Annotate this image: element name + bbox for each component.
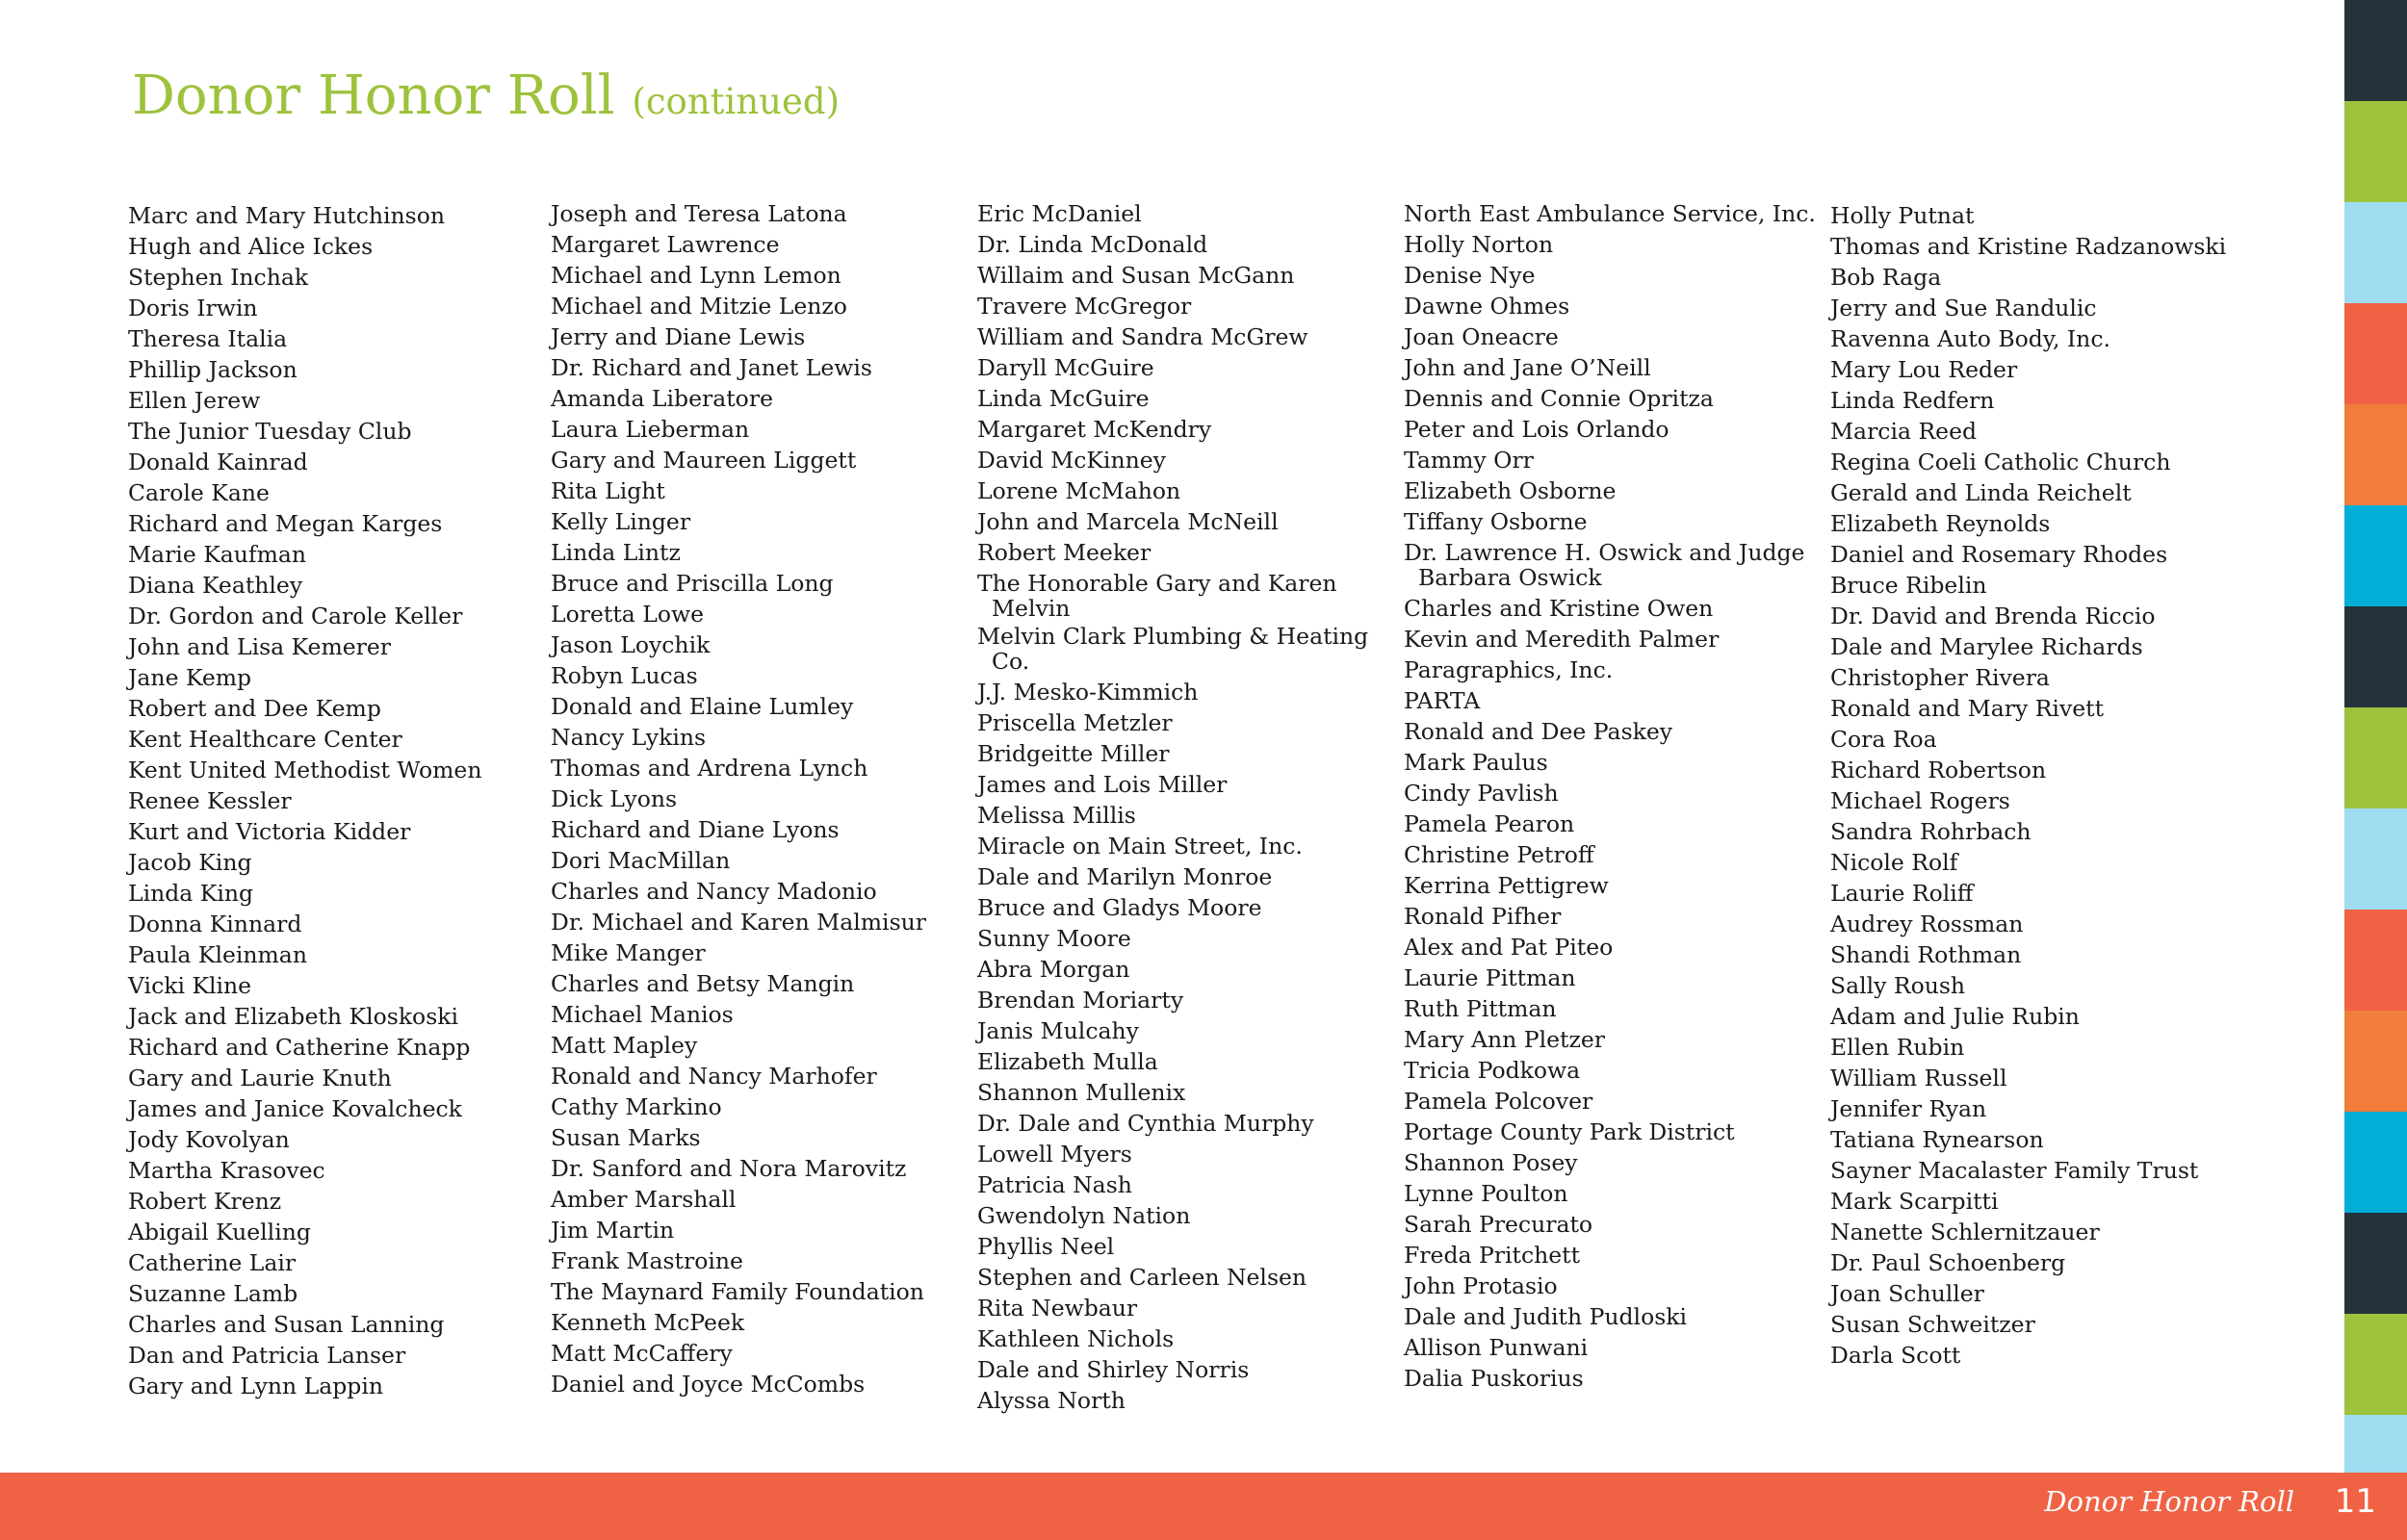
donor-name: Priscella Metzler	[977, 709, 1173, 736]
donor-name: Daniel and Rosemary Rhodes	[1830, 541, 2168, 568]
donor-name: Jane Kemp	[128, 664, 252, 691]
donor-name: Jason Loychik	[551, 631, 711, 658]
donor-name: Dale and Judith Pudloski	[1404, 1303, 1688, 1330]
donor-name: Robyn Lucas	[551, 662, 698, 689]
color-stripe	[2344, 0, 2407, 101]
donor-name: Renee Kessler	[128, 787, 292, 814]
color-stripe	[2344, 505, 2407, 606]
donor-name: Dick Lyons	[551, 785, 678, 812]
donor-name: The Maynard Family Foundation	[551, 1278, 924, 1305]
donor-name: Thomas and Kristine Radzanowski	[1830, 233, 2227, 260]
donor-name: Marcia Reed	[1830, 418, 1978, 445]
donor-name: Bob Raga	[1830, 264, 1942, 291]
donor-name: Peter and Lois Orlando	[1404, 416, 1669, 443]
donor-name: Kenneth McPeek	[551, 1309, 745, 1336]
donor-name: Sunny Moore	[977, 925, 1131, 952]
donor-name: James and Janice Kovalcheck	[128, 1095, 462, 1122]
donor-name: Freda Pritchett	[1404, 1242, 1581, 1269]
donor-name: Elizabeth Reynolds	[1830, 510, 2051, 537]
donor-name: Jennifer Ryan	[1830, 1095, 1987, 1122]
donor-column-4	[1404, 198, 1818, 1394]
donor-name: Ronald and Dee Paskey	[1404, 718, 1673, 745]
color-stripe	[2344, 1011, 2407, 1112]
donor-name: Ronald and Mary Rivett	[1830, 695, 2105, 722]
donor-name: Ronald and Nancy Marhofer	[551, 1063, 877, 1090]
color-stripe	[2344, 101, 2407, 202]
donor-name: Ruth Pittman	[1404, 995, 1557, 1022]
donor-name: Gerald and Linda Reichelt	[1830, 479, 2132, 506]
donor-name: Jody Kovolyan	[128, 1126, 290, 1153]
donor-column-1	[128, 200, 542, 1401]
donor-name: Laura Lieberman	[551, 416, 750, 443]
donor-name: Mary Ann Pletzer	[1404, 1026, 1605, 1053]
donor-name: Jerry and Sue Randulic	[1830, 295, 2097, 321]
donor-name: Sandra Rohrbach	[1830, 818, 2032, 845]
donor-name: Mark Paulus	[1404, 749, 1548, 776]
donor-name: Gary and Maureen Liggett	[551, 447, 857, 474]
donor-name: James and Lois Miller	[977, 771, 1228, 798]
donor-name: Ronald Pifher	[1404, 903, 1562, 930]
donor-name: Charles and Nancy Madonio	[551, 878, 877, 905]
title-main: Donor Honor Roll	[132, 64, 615, 127]
donor-name: Theresa Italia	[128, 325, 288, 352]
donor-name: Dr. Lawrence H. Oswick and Judge Barbara Oswick	[1404, 539, 1805, 591]
donor-name: Shannon Mullenix	[977, 1079, 1186, 1106]
donor-name: Dori MacMillan	[551, 847, 731, 874]
donor-name: Patricia Nash	[977, 1171, 1132, 1198]
donor-name: Marie Kaufman	[128, 541, 307, 568]
donor-name: Linda Redfern	[1830, 387, 1995, 414]
donor-name: Christopher Rivera	[1830, 664, 2050, 691]
donor-name: Pamela Pearon	[1404, 810, 1575, 837]
donor-name: Stephen Inchak	[128, 264, 309, 291]
donor-name: John and Lisa Kemerer	[128, 633, 392, 660]
donor-name: Robert and Dee Kemp	[128, 695, 381, 722]
donor-name: Sayner Macalaster Family Trust	[1830, 1157, 2199, 1184]
donor-name: Kurt and Victoria Kidder	[128, 818, 411, 845]
donor-name: Audrey Rossman	[1830, 911, 2024, 937]
donor-name: Hugh and Alice Ickes	[128, 233, 374, 260]
donor-name: Jim Martin	[551, 1217, 675, 1244]
donor-name: Tricia Podkowa	[1404, 1057, 1581, 1084]
donor-name: Michael and Lynn Lemon	[551, 262, 841, 289]
donor-name: Mary Lou Reder	[1830, 356, 2018, 383]
donor-name: Joan Oneacre	[1404, 323, 1559, 350]
donor-name: Tiffany Osborne	[1404, 508, 1588, 535]
donor-name: Michael Manios	[551, 1001, 734, 1028]
donor-name: Gwendolyn Nation	[977, 1202, 1191, 1229]
donor-name: Bruce and Gladys Moore	[977, 894, 1262, 921]
footer-label: Donor Honor Roll	[2044, 1485, 2294, 1518]
donor-name: Eric McDaniel	[977, 200, 1142, 227]
donor-name: Daryll McGuire	[977, 354, 1154, 381]
donor-name: Denise Nye	[1404, 262, 1536, 289]
donor-name: Dale and Marilyn Monroe	[977, 863, 1273, 890]
donor-name: Melissa Millis	[977, 802, 1136, 829]
donor-name: Kent Healthcare Center	[128, 726, 402, 753]
donor-name: Dr. Paul Schoenberg	[1830, 1249, 2066, 1276]
donor-name: Shannon Posey	[1404, 1149, 1578, 1176]
color-stripe	[2344, 404, 2407, 505]
donor-name: Dr. Linda McDonald	[977, 231, 1208, 258]
donor-name: Paula Kleinman	[128, 941, 307, 968]
donor-name: Pamela Polcover	[1404, 1088, 1593, 1115]
donor-name: Carole Kane	[128, 479, 270, 506]
donor-name: Sally Roush	[1830, 972, 1966, 999]
donor-name: William Russell	[1830, 1065, 2007, 1091]
donor-name: Kevin and Meredith Palmer	[1404, 626, 1720, 653]
donor-name: Marc and Mary Hutchinson	[128, 202, 446, 229]
donor-name: Dale and Shirley Norris	[977, 1356, 1250, 1383]
donor-name: Phillip Jackson	[128, 356, 298, 383]
donor-name: Dale and Marylee Richards	[1830, 633, 2143, 660]
donor-name: Michael and Mitzie Lenzo	[551, 293, 847, 320]
donor-name: Travere McGregor	[977, 293, 1192, 320]
donor-name: Bruce and Priscilla Long	[551, 570, 834, 597]
donor-name: Darla Scott	[1830, 1342, 1961, 1369]
donor-name: PARTA	[1404, 687, 1481, 714]
donor-name: Dr. Michael and Karen Malmisur	[551, 909, 926, 936]
donor-name: Kerrina Pettigrew	[1404, 872, 1609, 899]
donor-name: Dr. Sanford and Nora Marovitz	[551, 1155, 907, 1182]
donor-name: Joseph and Teresa Latona	[551, 200, 847, 227]
donor-name: Martha Krasovec	[128, 1157, 325, 1184]
donor-name: Rita Newbaur	[977, 1295, 1138, 1322]
donor-name: Tatiana Rynearson	[1830, 1126, 2044, 1153]
donor-name: Lowell Myers	[977, 1141, 1132, 1168]
donor-name: Susan Schweitzer	[1830, 1311, 2035, 1338]
donor-name: Charles and Kristine Owen	[1404, 595, 1714, 622]
donor-name: North East Ambulance Service, Inc.	[1404, 200, 1816, 227]
donor-name: Nanette Schlernitzauer	[1830, 1219, 2100, 1245]
donor-name: Donald and Elaine Lumley	[551, 693, 854, 720]
donor-name: Elizabeth Mulla	[977, 1048, 1158, 1075]
donor-name: Richard and Megan Karges	[128, 510, 443, 537]
donor-name: Vicki Kline	[128, 972, 252, 999]
page-title	[132, 64, 841, 127]
donor-name: Alex and Pat Piteo	[1404, 934, 1614, 961]
donor-name: Kathleen Nichols	[977, 1325, 1175, 1352]
donor-name: Willaim and Susan McGann	[977, 262, 1295, 289]
color-stripe	[2344, 202, 2407, 303]
donor-name: Suzanne Lamb	[128, 1280, 298, 1307]
donor-name: Joan Schuller	[1830, 1280, 1984, 1307]
donor-name: Laurie Pittman	[1404, 964, 1576, 991]
donor-name: Melvin Clark Plumbing & Heating Co.	[977, 623, 1369, 675]
donor-name: J.J. Mesko-Kimmich	[977, 679, 1199, 706]
donor-name: Regina Coeli Catholic Church	[1830, 449, 2171, 475]
color-stripe	[2344, 1213, 2407, 1314]
donor-name: Ellen Jerew	[128, 387, 261, 414]
donor-name: Amber Marshall	[551, 1186, 737, 1213]
donor-column-3	[977, 198, 1391, 1416]
donor-name: Ravenna Auto Body, Inc.	[1830, 325, 2110, 352]
donor-name: Paragraphics, Inc.	[1404, 656, 1614, 683]
color-stripe-sidebar	[2344, 0, 2407, 1473]
donor-name: Tammy Orr	[1404, 447, 1534, 474]
donor-name: Linda King	[128, 880, 254, 907]
donor-name: Rita Light	[551, 477, 665, 504]
donor-name: Abra Morgan	[977, 956, 1130, 983]
donor-name: Shandi Rothman	[1830, 941, 2022, 968]
donor-column-2	[551, 198, 965, 1399]
donor-name: Jerry and Diane Lewis	[551, 323, 806, 350]
donor-name: Richard and Diane Lyons	[551, 816, 840, 843]
donor-name: Gary and Laurie Knuth	[128, 1065, 392, 1091]
donor-name: Kelly Linger	[551, 508, 691, 535]
donor-name: Mark Scarpitti	[1830, 1188, 1999, 1215]
donor-name: Sarah Precurato	[1404, 1211, 1593, 1238]
donor-name: Ellen Rubin	[1830, 1034, 1965, 1061]
color-stripe	[2344, 606, 2407, 707]
donor-name: Doris Irwin	[128, 295, 258, 321]
donor-name: Dr. Richard and Janet Lewis	[551, 354, 872, 381]
donor-name: Portage County Park District	[1404, 1118, 1735, 1145]
donor-name: Holly Norton	[1404, 231, 1554, 258]
donor-name: John Protasio	[1404, 1272, 1558, 1299]
donor-name: David McKinney	[977, 447, 1166, 474]
donor-name: Margaret McKendry	[977, 416, 1212, 443]
donor-name: Matt Mapley	[551, 1032, 698, 1059]
donor-name: Lorene McMahon	[977, 477, 1181, 504]
donor-name: Margaret Lawrence	[551, 231, 780, 258]
donor-name: Allison Punwani	[1404, 1334, 1589, 1361]
donor-name: Janis Mulcahy	[977, 1017, 1139, 1044]
donor-name: Brendan Moriarty	[977, 987, 1184, 1014]
donor-name: Laurie Roliff	[1830, 880, 1974, 907]
donor-name: Kent United Methodist Women	[128, 757, 482, 783]
donor-name: Michael Rogers	[1830, 787, 2010, 814]
donor-name: Elizabeth Osborne	[1404, 477, 1617, 504]
donor-name: Amanda Liberatore	[551, 385, 773, 412]
donor-name: Bruce Ribelin	[1830, 572, 1987, 599]
color-stripe	[2344, 910, 2407, 1011]
donor-name: Mike Manger	[551, 939, 706, 966]
page-number: 11	[2334, 1482, 2376, 1521]
color-stripe	[2344, 707, 2407, 808]
color-stripe	[2344, 1314, 2407, 1415]
donor-name: Loretta Lowe	[551, 601, 705, 628]
donor-name: Dalia Puskorius	[1404, 1365, 1584, 1392]
donor-name: Frank Mastroine	[551, 1247, 743, 1274]
donor-name: John and Jane O’Neill	[1404, 354, 1651, 381]
donor-name: Dan and Patricia Lanser	[128, 1342, 406, 1369]
donor-name: Stephen and Carleen Nelsen	[977, 1264, 1307, 1291]
donor-name: John and Marcela McNeill	[977, 508, 1279, 535]
donor-name: Charles and Betsy Mangin	[551, 970, 855, 997]
donor-name: Charles and Susan Lanning	[128, 1311, 445, 1338]
donor-name: Robert Krenz	[128, 1188, 282, 1215]
donor-name: Dr. Dale and Cynthia Murphy	[977, 1110, 1314, 1137]
donor-name: William and Sandra McGrew	[977, 323, 1308, 350]
donor-name: The Junior Tuesday Club	[128, 418, 412, 445]
donor-name: Nicole Rolf	[1830, 849, 1958, 876]
donor-name: Susan Marks	[551, 1124, 701, 1151]
donor-name: Donna Kinnard	[128, 911, 302, 937]
donor-column-5	[1830, 200, 2244, 1371]
donor-name: Cathy Markino	[551, 1093, 722, 1120]
donor-name: Gary and Lynn Lappin	[128, 1373, 383, 1399]
donor-name: Matt McCaffery	[551, 1340, 733, 1367]
donor-name: The Honorable Gary and Karen Melvin	[977, 570, 1337, 622]
donor-name: Donald Kainrad	[128, 449, 308, 475]
donor-name: Cora Roa	[1830, 726, 1937, 753]
donor-name: Dawne Ohmes	[1404, 293, 1570, 320]
donor-name: Lynne Poulton	[1404, 1180, 1568, 1207]
donor-name: Thomas and Ardrena Lynch	[551, 755, 868, 782]
donor-name: Christine Petroff	[1404, 841, 1594, 868]
donor-name: Linda McGuire	[977, 385, 1150, 412]
donor-name: Holly Putnat	[1830, 202, 1975, 229]
donor-name: Jack and Elizabeth Kloskoski	[128, 1003, 459, 1030]
donor-name: Adam and Julie Rubin	[1830, 1003, 2080, 1030]
donor-name: Catherine Lair	[128, 1249, 297, 1276]
donor-name: Dr. Gordon and Carole Keller	[128, 603, 463, 629]
donor-name: Phyllis Neel	[977, 1233, 1115, 1260]
donor-name: Jacob King	[128, 849, 252, 876]
donor-name: Nancy Lykins	[551, 724, 707, 751]
donor-name: Robert Meeker	[977, 539, 1152, 566]
donor-name: Bridgeitte Miller	[977, 740, 1170, 767]
donor-name: Alyssa North	[977, 1387, 1126, 1414]
donor-name: Diana Keathley	[128, 572, 303, 599]
color-stripe	[2344, 808, 2407, 910]
footer-bar	[0, 1473, 2407, 1540]
color-stripe	[2344, 303, 2407, 404]
title-suffix: (continued)	[632, 81, 841, 122]
donor-name: Dr. David and Brenda Riccio	[1830, 603, 2156, 629]
donor-name: Abigail Kuelling	[128, 1219, 311, 1245]
color-stripe	[2344, 1112, 2407, 1213]
donor-name: Richard Robertson	[1830, 757, 2047, 783]
donor-name: Linda Lintz	[551, 539, 681, 566]
donor-name: Miracle on Main Street, Inc.	[977, 833, 1303, 860]
donor-name: Dennis and Connie Opritza	[1404, 385, 1714, 412]
donor-name: Richard and Catherine Knapp	[128, 1034, 471, 1061]
donor-name: Daniel and Joyce McCombs	[551, 1371, 866, 1398]
donor-name: Cindy Pavlish	[1404, 780, 1559, 807]
